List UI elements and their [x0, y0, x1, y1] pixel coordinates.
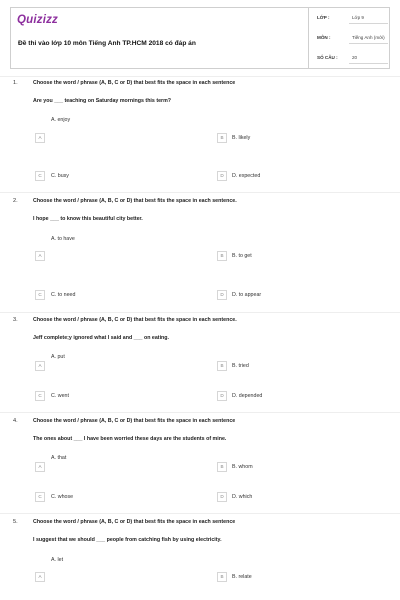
option-b-checkbox[interactable]: B [217, 133, 227, 143]
worksheet-title: Đề thi vào lớp 10 môn Tiếng Anh TP.HCM 2018 có đáp án [18, 40, 196, 47]
meta-underline [349, 43, 388, 44]
meta-value: 20 [352, 55, 358, 60]
meta-label: LỚP : [317, 15, 330, 20]
option-c-text: C. whose [51, 494, 74, 500]
question-number: 4. [13, 418, 18, 424]
question-divider [0, 76, 400, 77]
meta-underline [349, 23, 388, 24]
question-number: 3. [13, 317, 18, 323]
meta-underline [349, 63, 388, 64]
option-c-text: C. to need [51, 292, 76, 298]
option-a-checkbox[interactable]: A [35, 133, 45, 143]
question-divider [0, 412, 400, 413]
question-instruction: Choose the word / phrase (A, B, C or D) that best fits the space in each sentence. [33, 317, 237, 323]
meta-row-grade [309, 8, 392, 28]
question-number: 1. [13, 80, 18, 86]
question-instruction: Choose the word / phrase (A, B, C or D) that best fits the space in each sentence [33, 519, 236, 525]
option-d-checkbox[interactable]: D [217, 290, 227, 300]
option-b-text: B. whom [232, 464, 253, 470]
option-a-checkbox[interactable]: A [35, 572, 45, 582]
option-a-text: A. put [51, 354, 65, 360]
option-c-checkbox[interactable]: C [35, 290, 45, 300]
question-sentence: Jeff complete;y ignored what I said and ___ on eating. [33, 335, 169, 341]
option-a-text: A. that [51, 455, 67, 461]
option-d-checkbox[interactable]: D [217, 492, 227, 502]
option-c-checkbox[interactable]: C [35, 391, 45, 401]
option-b-text: B. tried [232, 363, 249, 369]
option-a-text: A. let [51, 557, 64, 563]
question-number: 2. [13, 198, 18, 204]
option-c-text: C. busy [51, 173, 69, 179]
meta-value: Tiếng Anh (mới) [352, 35, 385, 40]
quizizz-logo: Quizizz [17, 14, 59, 26]
option-c-checkbox[interactable]: C [35, 171, 45, 181]
option-a-checkbox[interactable]: A [35, 361, 45, 371]
question-divider [0, 513, 400, 514]
option-a-text: A. enjoy [51, 117, 71, 123]
option-d-checkbox[interactable]: D [217, 171, 227, 181]
option-d-text: D. to appear [232, 292, 262, 298]
question-divider [0, 192, 400, 193]
option-b-text: B. to get [232, 253, 252, 259]
meta-label: MÔN : [317, 35, 331, 40]
option-c-text: C. went [51, 393, 69, 399]
option-b-checkbox[interactable]: B [217, 462, 227, 472]
option-a-checkbox[interactable]: A [35, 462, 45, 472]
worksheet-header [10, 7, 390, 69]
meta-label: SỐ CÂU : [317, 55, 338, 60]
option-b-text: B. likely [232, 135, 251, 141]
meta-panel [308, 8, 391, 68]
option-a-text: A. to have [51, 236, 75, 242]
option-d-text: D. depended [232, 393, 263, 399]
question-instruction: Choose the word / phrase (A, B, C or D) that best fits the space in each sentence. [33, 198, 237, 204]
question-sentence: I suggest that we should ___ people from catching fish by using electricity. [33, 537, 222, 543]
question-sentence: I hope ___ to know this beautiful city better. [33, 216, 143, 222]
option-b-checkbox[interactable]: B [217, 251, 227, 261]
question-divider [0, 312, 400, 313]
question-number: 5. [13, 519, 18, 525]
option-b-checkbox[interactable]: B [217, 572, 227, 582]
option-d-checkbox[interactable]: D [217, 391, 227, 401]
meta-value: Lớp 9 [352, 15, 364, 20]
meta-row-count [309, 48, 392, 68]
option-d-text: D. expected [232, 173, 261, 179]
option-d-text: D. which [232, 494, 253, 500]
option-a-checkbox[interactable]: A [35, 251, 45, 261]
option-b-checkbox[interactable]: B [217, 361, 227, 371]
question-instruction: Choose the word / phrase (A, B, C or D) that best fits the space in each sentence [33, 80, 236, 86]
question-instruction: Choose the word / phrase (A, B, C or D) that best fits the space in each sentence [33, 418, 236, 424]
question-sentence: Are you ___ teaching on Saturday mornings this term? [33, 98, 172, 104]
question-sentence: The ones about ___ I have been worried these days are the students of mine. [33, 436, 227, 442]
meta-row-subject [309, 28, 392, 48]
option-b-text: B. relate [232, 574, 252, 580]
option-c-checkbox[interactable]: C [35, 492, 45, 502]
